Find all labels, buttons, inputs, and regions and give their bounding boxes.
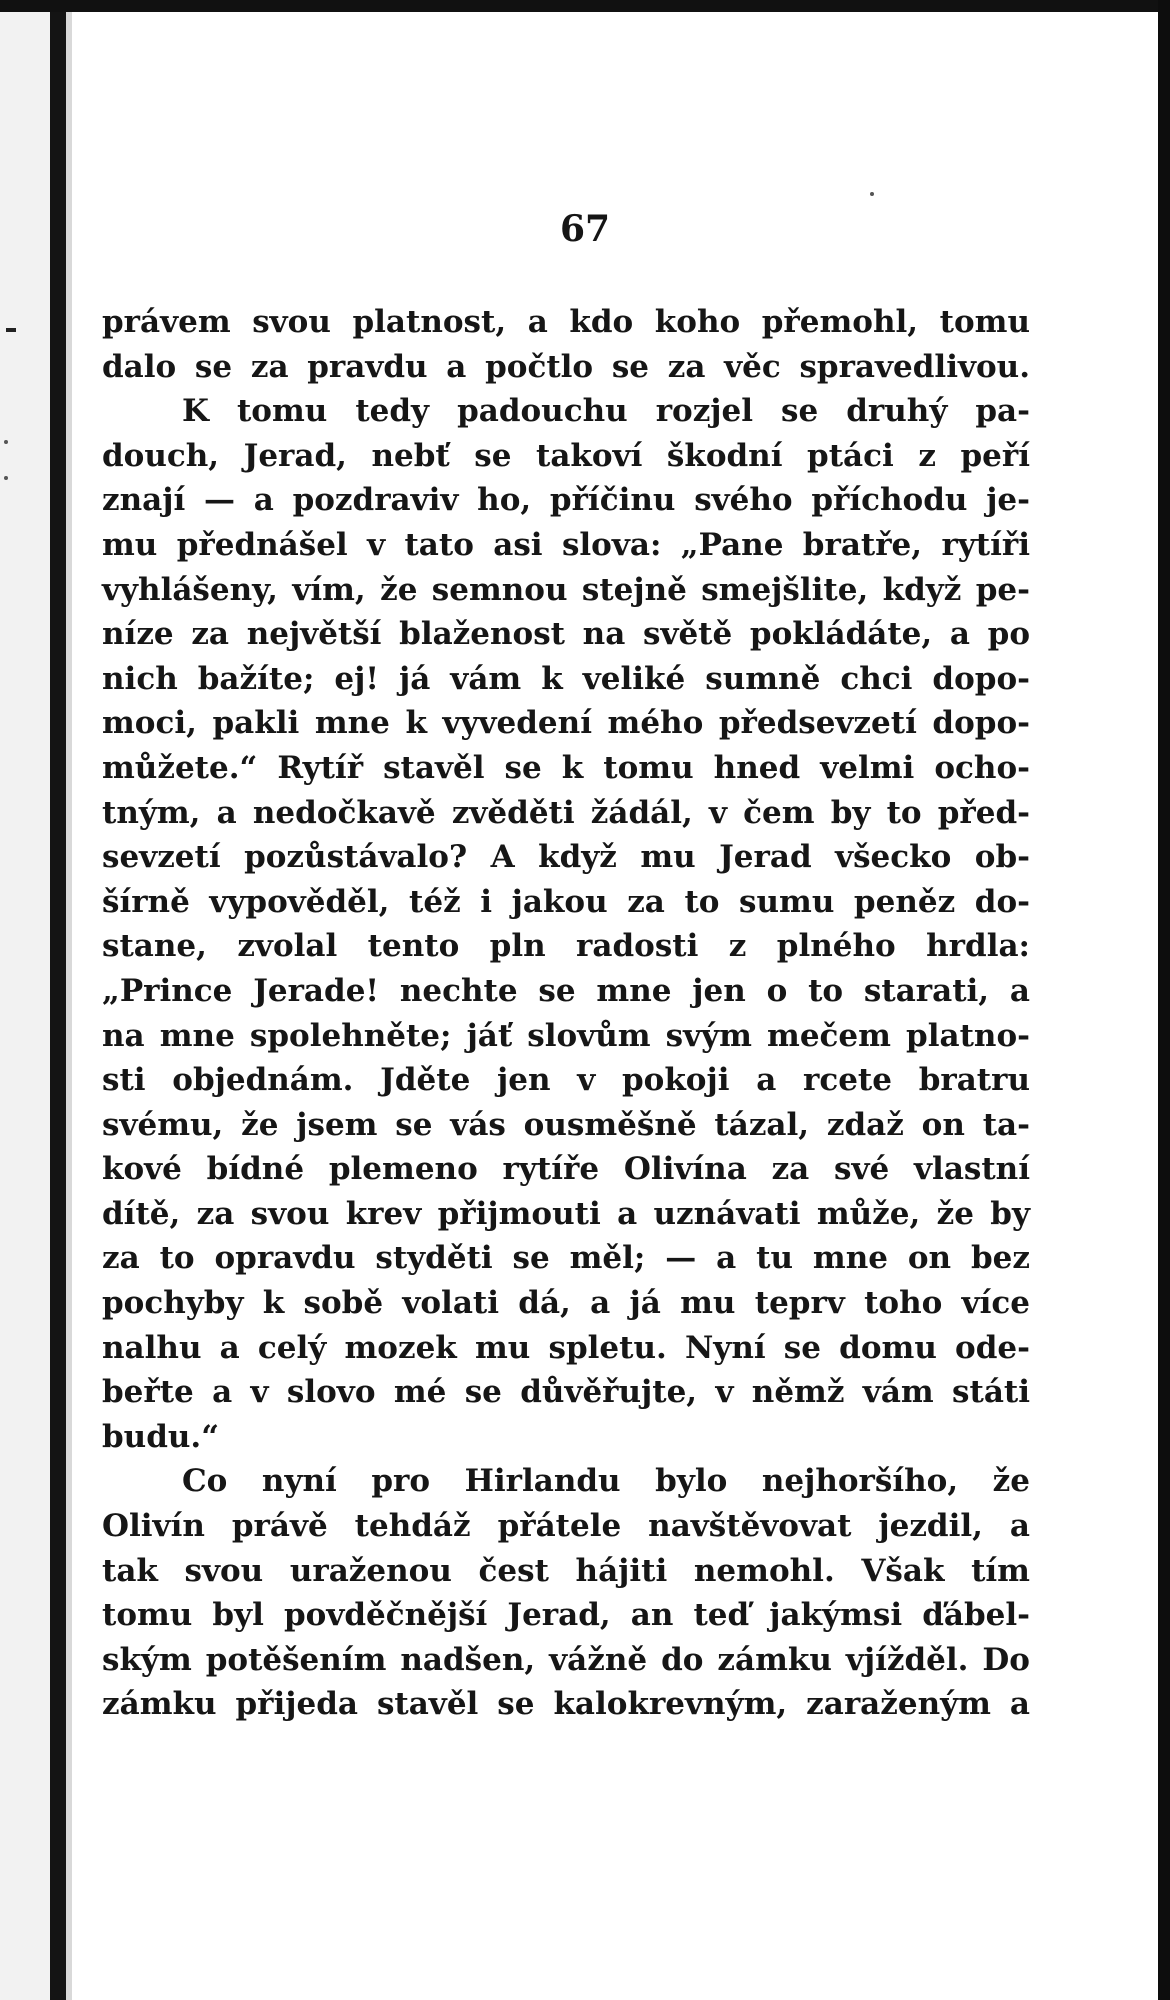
- text-line: mu přednášel v tato asi slova: „Pane bratře, rytíři: [102, 526, 1030, 563]
- margin-mark: [4, 476, 8, 480]
- page-number: 67: [559, 208, 611, 250]
- text-line: sti objednám. Jděte jen v pokoji a rcete bratru: [102, 1062, 1030, 1099]
- text-line: „Prince Jerade! nechte se mne jen o to starati, a: [102, 972, 1030, 1009]
- text-line: K tomu tedy padouchu rozjel se druhý pa-: [182, 393, 1030, 430]
- text-line: beřte a v slovo mé se důvěřujte, v němž vám státi: [102, 1374, 1030, 1411]
- text-line: právem svou platnost, a kdo koho přemohl, tomu: [102, 304, 1030, 340]
- text-line: šírně vypověděl, též i jakou za to sumu peněz do-: [102, 883, 1030, 920]
- left-margin-strip: [0, 0, 50, 2000]
- top-scan-border: [0, 0, 1170, 12]
- text-line: Olivín právě tehdáž přátele navštěvovat jezdil, a: [102, 1508, 1030, 1545]
- text-line: nich bažíte; ej! já vám k veliké sumně chci dopo-: [102, 660, 1030, 697]
- body-text: [102, 300, 1030, 1727]
- text-line: douch, Jerad, nebť se takoví škodní ptáci z peří: [102, 437, 1030, 474]
- text-line: sevzetí pozůstávalo? A když mu Jerad všecko ob-: [102, 839, 1030, 876]
- text-line: za to opravdu styděti se měl; — a tu mne on bez: [102, 1240, 1030, 1277]
- text-line: ským potěšením nadšen, vážně do zámku vjížděl. Do: [102, 1641, 1030, 1678]
- text-line: dítě, za svou krev přijmouti a uznávati může, že by: [102, 1195, 1030, 1232]
- text-line: dalo se za pravdu a počtlo se za věc spravedlivou.: [102, 348, 1030, 385]
- text-line: pochyby k sobě volati dá, a já mu teprv toho více: [102, 1285, 1030, 1322]
- text-line: tným, a nedočkavě zvěděti žádál, v čem by to před-: [102, 794, 1030, 831]
- book-spine-shadow: [50, 0, 66, 2000]
- text-line: budu.“: [102, 1418, 220, 1455]
- spine-gap: [66, 0, 72, 2000]
- text-line: moci, pakli mne k vyvedení mého předsevzetí dopo-: [102, 705, 1030, 742]
- text-line: kové bídné plemeno rytíře Olivína za své vlastní: [102, 1151, 1030, 1188]
- text-line: stane, zvolal tento pln radosti z plného hrdla:: [102, 928, 1030, 965]
- margin-mark: [4, 440, 8, 444]
- text-line: níze za největší blaženost na světě pokládáte, a po: [102, 616, 1030, 653]
- text-line: tomu byl povděčnější Jerad, an teď jakýmsi ďábel-: [102, 1597, 1030, 1634]
- text-line: zámku přijeda stavěl se kalokrevným, zaraženým a: [102, 1686, 1030, 1723]
- text-line: tak svou uraženou čest hájiti nemohl. Však tím: [102, 1552, 1030, 1589]
- right-scan-border: [1158, 0, 1170, 2000]
- text-line: nalhu a celý mozek mu spletu. Nyní se domu ode-: [102, 1329, 1030, 1366]
- text-line: na mne spolehněte; jáť slovům svým mečem platno-: [102, 1017, 1030, 1054]
- text-line: vyhlášeny, vím, že semnou stejně smejšlite, když pe-: [102, 571, 1030, 608]
- text-line: Co nyní pro Hirlandu bylo nejhoršího, že: [182, 1463, 1030, 1500]
- text-line: znají — a pozdraviv ho, příčinu svého příchodu je-: [102, 482, 1030, 519]
- margin-mark: [6, 328, 16, 332]
- scan-speck: [870, 192, 874, 196]
- text-line: můžete.“ Rytíř stavěl se k tomu hned velmi ocho-: [102, 749, 1030, 786]
- text-line: svému, že jsem se vás ousměšně tázal, zdaž on ta-: [102, 1106, 1030, 1143]
